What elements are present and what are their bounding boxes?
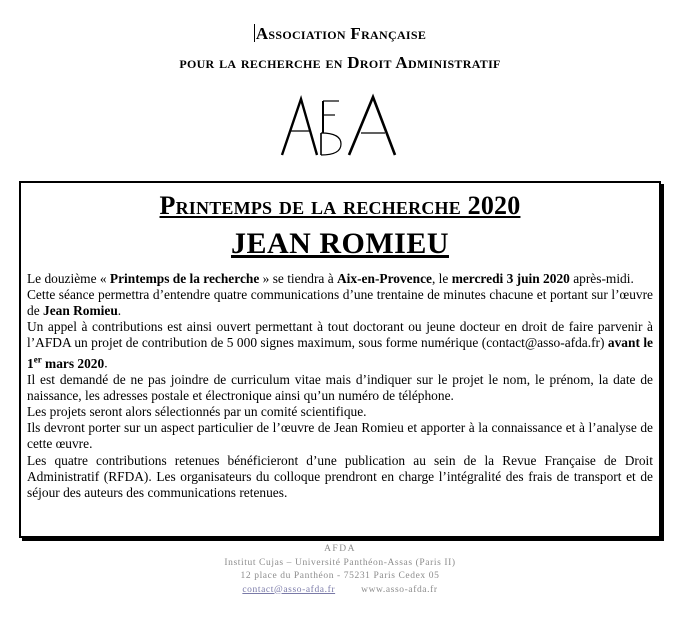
association-name-line2: pour la recherche en Droit Administratif: [179, 53, 501, 72]
footer-institution: Institut Cujas – Université Panthéon-Assas (Paris II): [224, 557, 456, 568]
footer-website[interactable]: www.asso-afda.fr: [361, 584, 438, 595]
paragraph-selection: Les projets seront alors sélectionnés par un comité scientifique.: [27, 404, 367, 420]
footer-email-link[interactable]: contact@asso-afda.fr: [242, 584, 336, 595]
association-name-text: Association Française: [255, 24, 427, 43]
afda-logo-graphic: [277, 93, 407, 159]
association-name-line1: [0, 24, 680, 44]
text-cursor: [254, 24, 255, 42]
paragraph-scope: Ils devront porter sur un aspect particulier de l’œuvre de Jean Romieu et apporter à la connaissance et à l’analyse de cette œuvre.: [27, 420, 653, 452]
paragraph-topic: Cette séance permettra d’entendre quatre communications d’une trentaine de minutes chacune et portant sur l’œuvre de Jean Romieu.: [27, 287, 653, 319]
paragraph-requirements: Il est demandé de ne pas joindre de curriculum vitae mais d’indiquer sur le projet le nom, le prénom, la date de naissance, les adresses postale et électronique ainsi qu’un numéro de téléphone.: [27, 372, 653, 404]
announcement-title: Printemps de la recherche 2020: [159, 191, 521, 220]
announcement-subtitle: JEAN ROMIEU: [230, 227, 449, 260]
afda-logo: [277, 93, 407, 159]
announcement-box: [19, 181, 661, 538]
footer-contact: [0, 584, 680, 598]
footer-org: AFDA: [324, 544, 356, 554]
announcement-body: [27, 271, 653, 501]
paragraph-publication: Les quatre contributions retenues bénéficieront d’une publication au sein de la Revue Française de Droit Administratif (RFDA). Les organisateurs du colloque prendront en charge l’intégralité des frais de transport et de séjour des auteurs des communications retenues.: [27, 452, 653, 500]
footer: [0, 543, 680, 597]
paragraph-call: Un appel à contributions est ainsi ouvert permettant à tout doctorant ou jeune docteur en droit de faire parvenir à l’AFDA un projet de contribution de 5 000 signes maximum, sous forme numérique (contact@asso-afda.fr) avant le 1er mars 2020.: [27, 319, 653, 371]
footer-address: 12 place du Panthéon - 75231 Paris Cedex 05: [240, 571, 440, 581]
paragraph-date: Le douzième « Printemps de la recherche » se tiendra à Aix-en-Provence, le mercredi 3 juin 2020 après-midi.: [27, 271, 634, 286]
